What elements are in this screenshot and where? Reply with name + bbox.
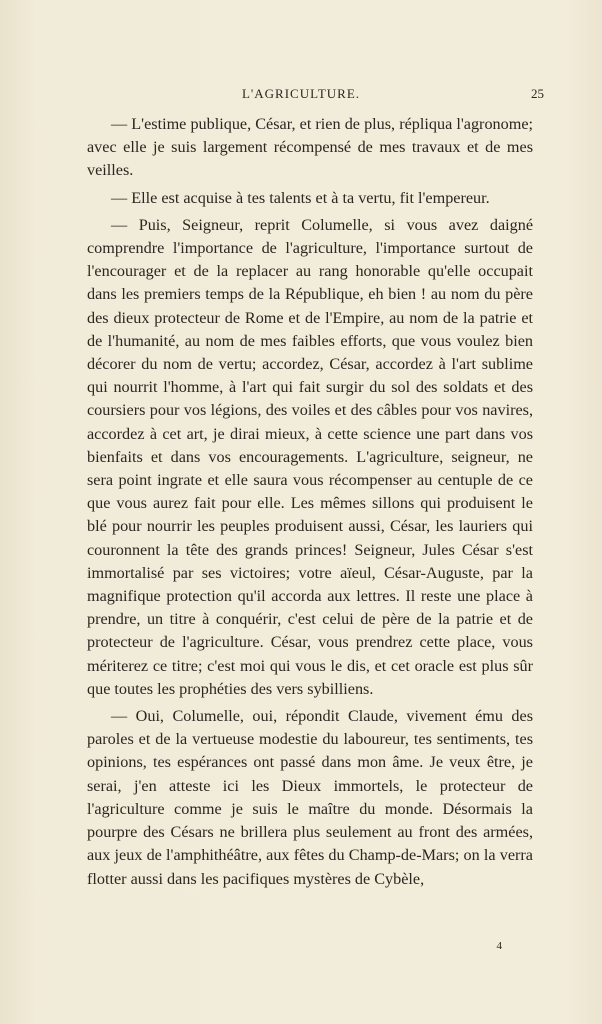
signature-mark: 4 xyxy=(496,940,502,952)
page-number: 25 xyxy=(531,86,544,101)
paragraph: — Puis, Seigneur, reprit Columelle, si vous avez daigné comprendre l'importance de l'agriculture, l'importance surtout de l'encourager et de la replacer au rang honorable qu'elle occupait dans les premiers temps de la République, eh bien ! au nom du père des dieux protecteur de Rome et de l'Empire, au nom de la patrie et de l'humanité, au nom de mes faibles efforts, que vous voulez bien décorer du nom de vertu; accordez, César, accordez à l'art sublime qui nourrit l'homme, à l'art qui fait surgir du sol des soldats et des coursiers pour vos légions, des voiles et des câbles pour vos navires, accordez à cet art, je dirai mieux, à cette science une part dans vos bienfaits et dans vos encouragements. L'agriculture, seigneur, ne sera point ingrate et elle saura vous récompenser au centuple de ce que vous aurez fait pour elle. Les mêmes sillons qui produisent le blé pour nourrir les peuples produisent aussi, César, les lauriers qui couronnent la tête des grands princes! Seigneur, Jules César s'est immortalisé par ses victoires; votre aïeul, César-Auguste, par la magnifique protection qu'il accorda aux lettres. Il reste une place à prendre, un titre à conquérir, c'est celui de père de la patrie et de protecteur de l'agriculture. César, vous prendrez cette place, vous mériterez ce titre; c'est moi qui vous le dis, et cet oracle est plus sûr que toutes les prophéties des vers sybilliens. xyxy=(87,215,533,698)
paragraph: — Elle est acquise à tes talents et à ta vertu, fit l'empereur. xyxy=(111,188,490,207)
paragraph: — Oui, Columelle, oui, répondit Claude, vivement ému des paroles et de la vertueuse modestie du laboureur, tes sentiments, tes opinions, tes espérances ont passé dans mon âme. Je veux être, je serai, j'en atteste ici les Dieux immortels, le protecteur de l'agriculture comme je suis le maître du monde. Désormais la pourpre des Césars ne brillera plus seulement au front des armées, aux jeux de l'amphithéâtre, aux fêtes du Champ-de-Mars; on la verra flotter aussi dans les pacifiques mystères de Cybèle, xyxy=(87,707,533,888)
page-header xyxy=(0,86,602,106)
paragraph: — L'estime publique, César, et rien de plus, répliqua l'agronome; avec elle je suis largement récompensé de mes travaux et de mes veilles. xyxy=(87,115,533,180)
body-text xyxy=(87,113,533,891)
running-title: L'AGRICULTURE. xyxy=(241,86,361,101)
